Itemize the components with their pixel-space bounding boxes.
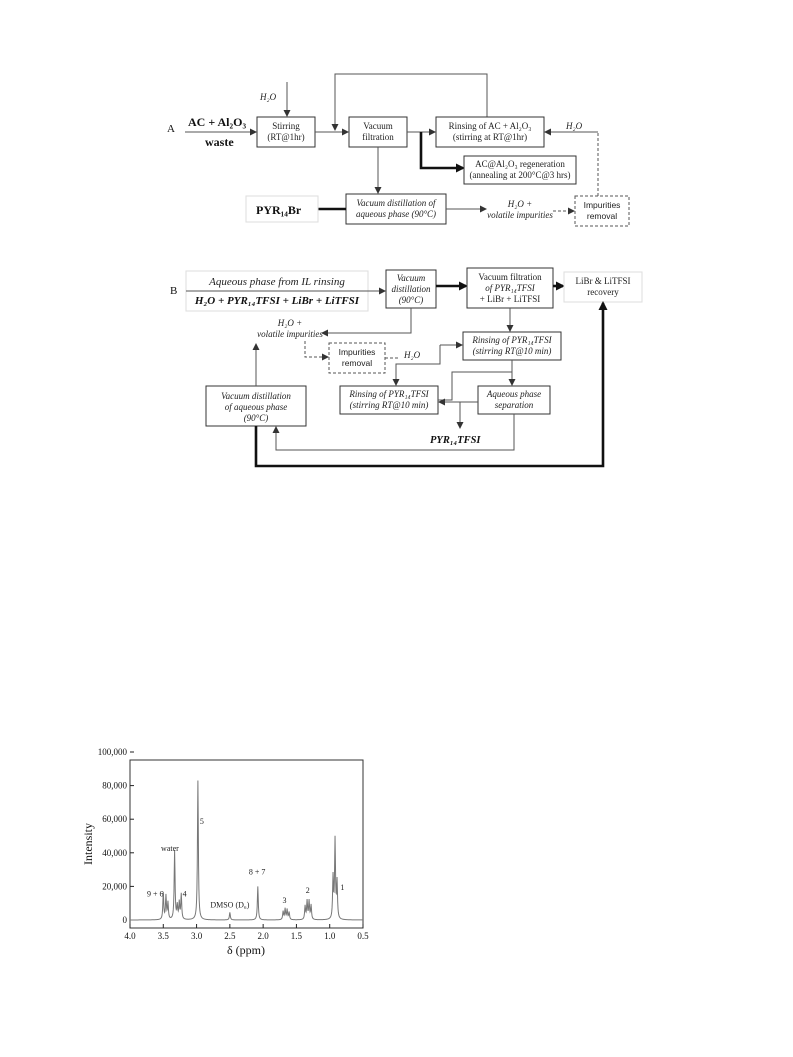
- diagram-b: [170, 268, 642, 466]
- b-rinse1-l2: (stirring RT@10 min): [472, 346, 552, 356]
- a-volatile-l2: volatile impurities: [487, 210, 553, 220]
- b-distill-l1: Vacuum distillation: [221, 391, 291, 401]
- x-tick-label: 2.5: [224, 931, 236, 941]
- b-recovery-l2: recovery: [587, 287, 619, 297]
- x-axis-label: δ (ppm): [227, 943, 265, 957]
- peak-label: water: [161, 844, 179, 854]
- a-regen-l1: AC@Al₂O₃ regeneration: [475, 159, 565, 169]
- y-tick-label: 60,000: [102, 814, 127, 825]
- b-rinse1-l1: Rinsing of PYR₁₄TFSI: [472, 335, 552, 345]
- peak-label: 3: [282, 896, 287, 906]
- a-impurities-l2: removal: [586, 211, 618, 221]
- b-impurities-l2: removal: [341, 358, 373, 368]
- diagram-b-label: B: [170, 285, 178, 297]
- a-h2o-top: H₂O: [260, 92, 277, 102]
- b-aqsep-l2: separation: [494, 400, 534, 410]
- y-tick-label: 0: [122, 915, 127, 925]
- a-regen-l2: (annealing at 200°C@3 hrs): [469, 170, 571, 180]
- b-aqsep-l1: Aqueous phase: [486, 389, 542, 399]
- b-input-l1: Aqueous phase from IL rinsing: [209, 276, 345, 288]
- x-tick-label: 2.0: [257, 931, 269, 941]
- b-impurities-arrow: [305, 341, 328, 357]
- nmr-spectrum-chart: [81, 747, 369, 957]
- a-stirring-l1: Stirring: [272, 121, 300, 131]
- peak-label: DMSO (D₆): [210, 900, 250, 910]
- b-volatile-l2: volatile impurities: [257, 329, 323, 339]
- a-vacuum-l1: Vacuum: [363, 121, 393, 131]
- a-rinsing-l2: (stirring at RT@1hr): [452, 132, 528, 142]
- x-tick-label: 3.0: [190, 931, 203, 941]
- y-tick-label: 40,000: [102, 847, 127, 858]
- a-vacuum-l2: filtration: [362, 132, 394, 142]
- b-distill-l2: of aqueous phase: [224, 402, 288, 412]
- a-distill-l1: Vacuum distillation of: [356, 198, 436, 208]
- peak-label: 9 + 6: [147, 889, 164, 899]
- b-h2o: H₂O: [404, 350, 421, 360]
- a-product: PYR₁₄Br: [256, 203, 302, 217]
- a-rinsing-l1: Rinsing of AC + Al₂O₃: [448, 121, 532, 131]
- peak-label: 8 + 7: [248, 867, 266, 877]
- a-stirring-l2: (RT@1hr): [267, 132, 305, 142]
- a-input-line1: AC + Al₂O₃: [188, 115, 247, 129]
- b-volatile-arrow: [322, 308, 411, 333]
- b-vacfilt-l2: of PYR₁₄TFSI: [485, 283, 535, 293]
- x-tick-label: 1.0: [324, 931, 336, 941]
- y-tick-label: 20,000: [102, 881, 127, 892]
- a-h2o-right: H₂O: [566, 121, 583, 131]
- x-tick-label: 0.5: [357, 931, 369, 941]
- b-vacfilt-l3: + LiBr + LiTFSI: [479, 294, 541, 304]
- b-rinse2-l1: Rinsing of PYR₁₄TFSI: [349, 389, 429, 399]
- y-tick-label: 80,000: [102, 780, 127, 791]
- b-vacdist-l1: Vacuum: [396, 273, 426, 283]
- diagram-a-label: A: [167, 123, 175, 135]
- a-input-line2: waste: [205, 135, 234, 149]
- b-input-l2: H₂O + PYR₁₄TFSI + LiBr + LiTFSI: [194, 295, 360, 307]
- b-distill-l3: (90°C): [243, 413, 269, 423]
- a-volatile-l1: H₂O +: [507, 199, 533, 209]
- b-recovery-l1: LiBr & LiTFSI: [575, 276, 631, 286]
- x-tick-label: 4.0: [124, 931, 136, 941]
- y-axis-label: Intensity: [81, 823, 95, 865]
- y-tick-label: 100,000: [97, 747, 127, 757]
- b-vacdist-l2: distillation: [391, 284, 431, 294]
- peak-label: 2: [305, 886, 310, 896]
- peak-label: 1: [340, 882, 345, 892]
- diagram-a: [167, 74, 629, 226]
- b-volatile-l1: H₂O +: [277, 318, 303, 328]
- a-distill-l2: aqueous phase (90°C): [355, 209, 437, 219]
- a-impurities-l1: Impurities: [583, 200, 621, 210]
- peak-label: 4: [182, 889, 187, 899]
- b-rinse2-l2: (stirring RT@10 min): [349, 400, 429, 410]
- b-product: PYR₁₄TFSI: [430, 435, 481, 446]
- b-impurities-l1: Impurities: [338, 347, 376, 357]
- x-tick-label: 3.5: [157, 931, 169, 941]
- peak-label: 5: [199, 817, 204, 827]
- x-tick-label: 1.5: [290, 931, 303, 941]
- b-vacdist-l3: (90°C): [398, 295, 424, 305]
- y-axis-ticks: [98, 747, 134, 925]
- b-vacfilt-l1: Vacuum filtration: [478, 272, 542, 282]
